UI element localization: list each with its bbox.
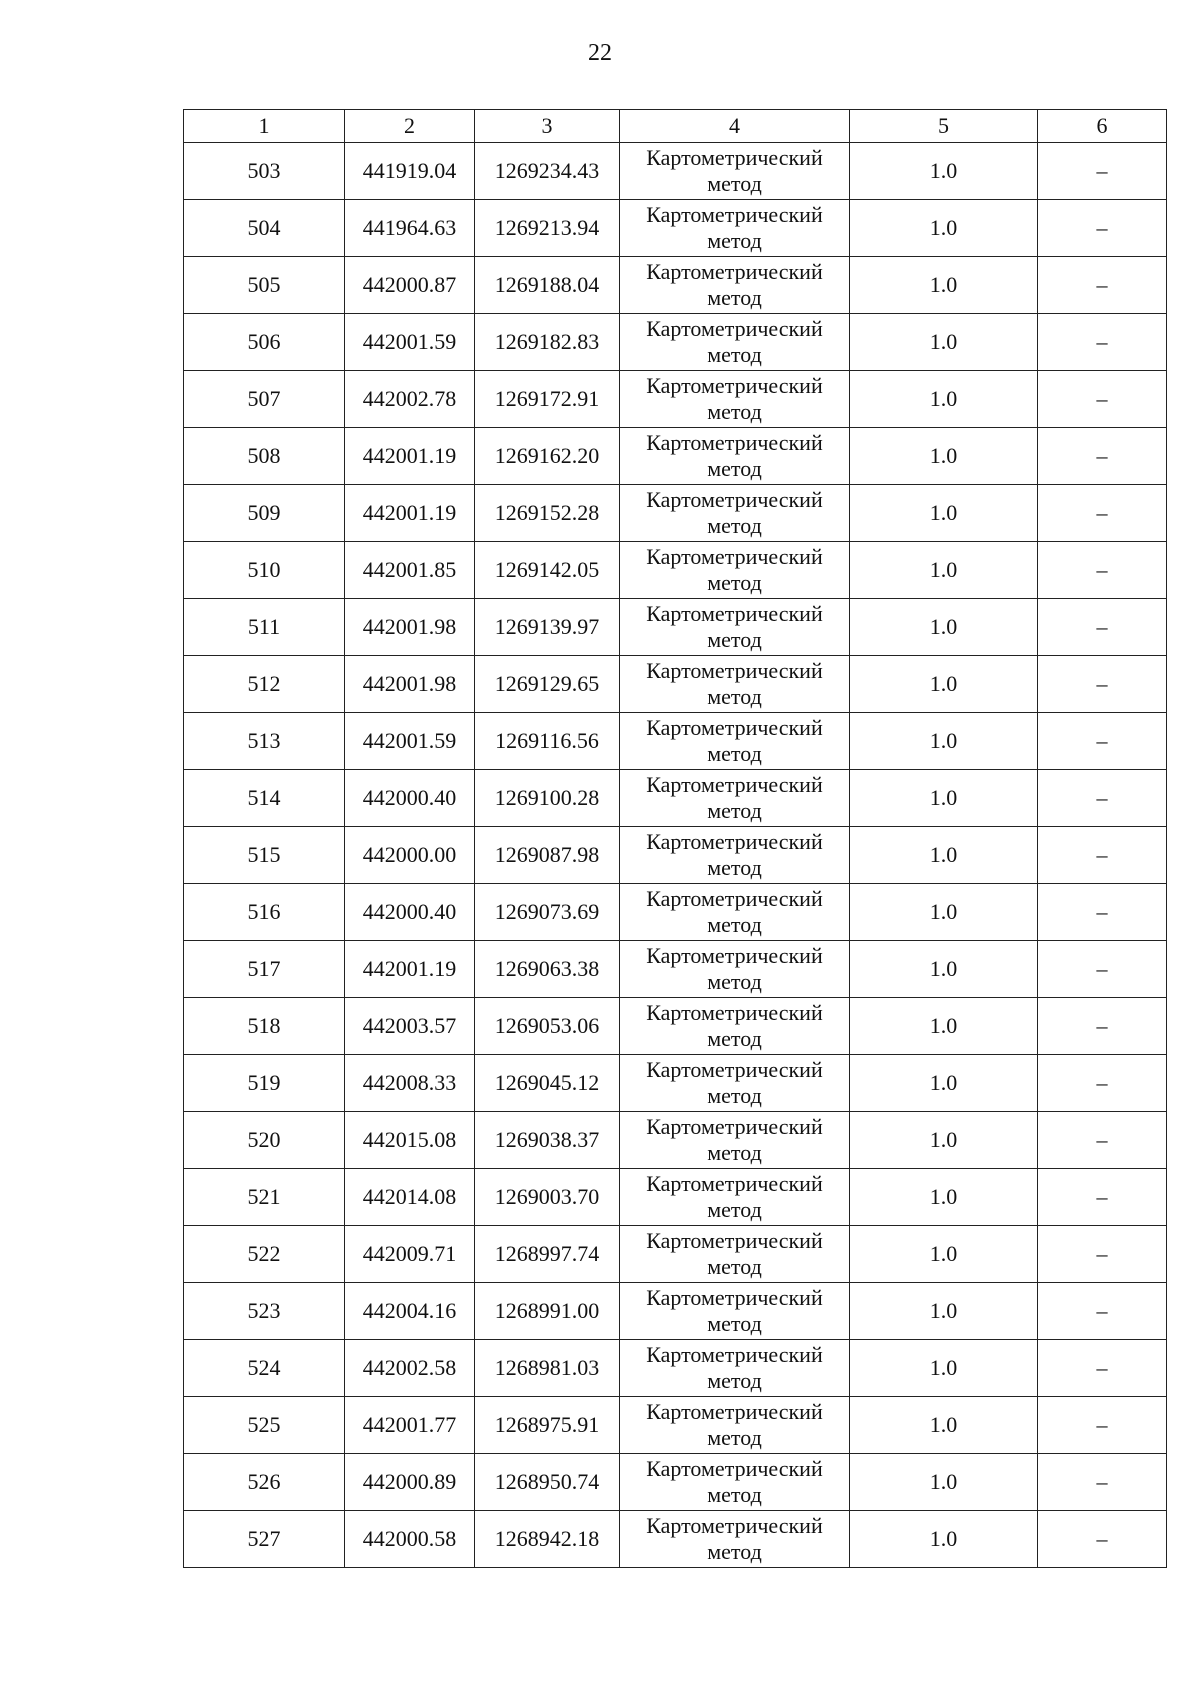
accuracy-cell: 1.0 <box>850 941 1038 998</box>
x-coordinate-cell: 442001.77 <box>345 1397 475 1454</box>
y-coordinate-cell: 1269139.97 <box>475 599 620 656</box>
table-row <box>184 1283 1167 1340</box>
table-row <box>184 428 1167 485</box>
note-cell: – <box>1038 770 1167 827</box>
method-cell <box>620 827 850 884</box>
x-coordinate-cell: 442002.58 <box>345 1340 475 1397</box>
note-cell: – <box>1038 1055 1167 1112</box>
point-number-cell: 517 <box>184 941 345 998</box>
x-coordinate-cell: 442001.19 <box>345 485 475 542</box>
note-cell: – <box>1038 713 1167 770</box>
point-number-cell: 527 <box>184 1511 345 1568</box>
column-header-6: 6 <box>1038 110 1167 143</box>
column-header-2: 2 <box>345 110 475 143</box>
y-coordinate-cell: 1269129.65 <box>475 656 620 713</box>
point-number-cell: 516 <box>184 884 345 941</box>
x-coordinate-cell: 442000.40 <box>345 884 475 941</box>
method-text: Картометрический метод <box>646 1342 823 1393</box>
x-coordinate-cell: 442000.00 <box>345 827 475 884</box>
point-number-cell: 511 <box>184 599 345 656</box>
accuracy-cell: 1.0 <box>850 1283 1038 1340</box>
method-cell <box>620 770 850 827</box>
x-coordinate-cell: 442003.57 <box>345 998 475 1055</box>
method-text: Картометрический метод <box>646 430 823 481</box>
method-cell <box>620 656 850 713</box>
x-coordinate-cell: 442000.89 <box>345 1454 475 1511</box>
table-row <box>184 314 1167 371</box>
note-cell: – <box>1038 599 1167 656</box>
method-text: Картометрический метод <box>646 1285 823 1336</box>
point-number-cell: 503 <box>184 143 345 200</box>
method-text: Картометрический метод <box>646 943 823 994</box>
table-header-row <box>184 110 1167 143</box>
x-coordinate-cell: 442000.58 <box>345 1511 475 1568</box>
table-row <box>184 1511 1167 1568</box>
method-text: Картометрический метод <box>646 1171 823 1222</box>
note-cell: – <box>1038 941 1167 998</box>
point-number-cell: 507 <box>184 371 345 428</box>
method-cell <box>620 428 850 485</box>
table-row <box>184 884 1167 941</box>
method-cell <box>620 1055 850 1112</box>
point-number-cell: 505 <box>184 257 345 314</box>
note-cell: – <box>1038 656 1167 713</box>
note-cell: – <box>1038 1169 1167 1226</box>
y-coordinate-cell: 1269045.12 <box>475 1055 620 1112</box>
x-coordinate-cell: 442000.87 <box>345 257 475 314</box>
x-coordinate-cell: 442004.16 <box>345 1283 475 1340</box>
accuracy-cell: 1.0 <box>850 656 1038 713</box>
column-header-3: 3 <box>475 110 620 143</box>
y-coordinate-cell: 1268981.03 <box>475 1340 620 1397</box>
note-cell: – <box>1038 1112 1167 1169</box>
note-cell: – <box>1038 200 1167 257</box>
table-row <box>184 485 1167 542</box>
method-cell <box>620 1397 850 1454</box>
coordinates-table <box>183 109 1167 1568</box>
y-coordinate-cell: 1269188.04 <box>475 257 620 314</box>
x-coordinate-cell: 442014.08 <box>345 1169 475 1226</box>
table-row <box>184 542 1167 599</box>
note-cell: – <box>1038 998 1167 1055</box>
note-cell: – <box>1038 371 1167 428</box>
note-cell: – <box>1038 428 1167 485</box>
column-header-5: 5 <box>850 110 1038 143</box>
page-number: 22 <box>588 40 612 66</box>
method-cell <box>620 1511 850 1568</box>
note-cell: – <box>1038 1226 1167 1283</box>
y-coordinate-cell: 1269162.20 <box>475 428 620 485</box>
table-row <box>184 998 1167 1055</box>
table-row <box>184 713 1167 770</box>
y-coordinate-cell: 1269087.98 <box>475 827 620 884</box>
y-coordinate-cell: 1269100.28 <box>475 770 620 827</box>
y-coordinate-cell: 1269038.37 <box>475 1112 620 1169</box>
note-cell: – <box>1038 143 1167 200</box>
method-text: Картометрический метод <box>646 601 823 652</box>
y-coordinate-cell: 1269142.05 <box>475 542 620 599</box>
y-coordinate-cell: 1268942.18 <box>475 1511 620 1568</box>
note-cell: – <box>1038 1340 1167 1397</box>
point-number-cell: 520 <box>184 1112 345 1169</box>
accuracy-cell: 1.0 <box>850 1226 1038 1283</box>
y-coordinate-cell: 1269116.56 <box>475 713 620 770</box>
accuracy-cell: 1.0 <box>850 428 1038 485</box>
x-coordinate-cell: 442000.40 <box>345 770 475 827</box>
method-text: Картометрический метод <box>646 487 823 538</box>
method-text: Картометрический метод <box>646 202 823 253</box>
x-coordinate-cell: 442001.98 <box>345 599 475 656</box>
y-coordinate-cell: 1269234.43 <box>475 143 620 200</box>
method-text: Картометрический метод <box>646 1513 823 1564</box>
method-cell <box>620 941 850 998</box>
point-number-cell: 515 <box>184 827 345 884</box>
accuracy-cell: 1.0 <box>850 1169 1038 1226</box>
y-coordinate-cell: 1268950.74 <box>475 1454 620 1511</box>
point-number-cell: 523 <box>184 1283 345 1340</box>
method-cell <box>620 371 850 428</box>
method-text: Картометрический метод <box>646 829 823 880</box>
column-header-1: 1 <box>184 110 345 143</box>
method-cell <box>620 884 850 941</box>
method-cell <box>620 143 850 200</box>
accuracy-cell: 1.0 <box>850 257 1038 314</box>
accuracy-cell: 1.0 <box>850 143 1038 200</box>
x-coordinate-cell: 442001.59 <box>345 314 475 371</box>
accuracy-cell: 1.0 <box>850 713 1038 770</box>
point-number-cell: 519 <box>184 1055 345 1112</box>
note-cell: – <box>1038 1283 1167 1340</box>
method-text: Картометрический метод <box>646 544 823 595</box>
table-row <box>184 371 1167 428</box>
note-cell: – <box>1038 542 1167 599</box>
accuracy-cell: 1.0 <box>850 200 1038 257</box>
y-coordinate-cell: 1269152.28 <box>475 485 620 542</box>
table-row <box>184 941 1167 998</box>
table-row <box>184 1340 1167 1397</box>
point-number-cell: 504 <box>184 200 345 257</box>
method-text: Картометрический метод <box>646 1057 823 1108</box>
method-cell <box>620 1283 850 1340</box>
accuracy-cell: 1.0 <box>850 542 1038 599</box>
method-text: Картометрический метод <box>646 373 823 424</box>
method-cell <box>620 314 850 371</box>
method-text: Картометрический метод <box>646 772 823 823</box>
method-cell <box>620 998 850 1055</box>
method-text: Картометрический метод <box>646 1228 823 1279</box>
table-row <box>184 1226 1167 1283</box>
accuracy-cell: 1.0 <box>850 314 1038 371</box>
note-cell: – <box>1038 1511 1167 1568</box>
note-cell: – <box>1038 827 1167 884</box>
accuracy-cell: 1.0 <box>850 371 1038 428</box>
point-number-cell: 522 <box>184 1226 345 1283</box>
accuracy-cell: 1.0 <box>850 1055 1038 1112</box>
method-cell <box>620 200 850 257</box>
x-coordinate-cell: 442015.08 <box>345 1112 475 1169</box>
x-coordinate-cell: 441919.04 <box>345 143 475 200</box>
accuracy-cell: 1.0 <box>850 1397 1038 1454</box>
table-row <box>184 656 1167 713</box>
method-text: Картометрический метод <box>646 1456 823 1507</box>
y-coordinate-cell: 1269003.70 <box>475 1169 620 1226</box>
note-cell: – <box>1038 1397 1167 1454</box>
note-cell: – <box>1038 884 1167 941</box>
accuracy-cell: 1.0 <box>850 485 1038 542</box>
method-cell <box>620 257 850 314</box>
method-cell <box>620 1454 850 1511</box>
method-text: Картометрический метод <box>646 1399 823 1450</box>
point-number-cell: 513 <box>184 713 345 770</box>
method-cell <box>620 542 850 599</box>
table-row <box>184 1055 1167 1112</box>
accuracy-cell: 1.0 <box>850 1340 1038 1397</box>
accuracy-cell: 1.0 <box>850 998 1038 1055</box>
method-cell <box>620 1169 850 1226</box>
method-text: Картометрический метод <box>646 1114 823 1165</box>
y-coordinate-cell: 1269063.38 <box>475 941 620 998</box>
table-row <box>184 1397 1167 1454</box>
y-coordinate-cell: 1268991.00 <box>475 1283 620 1340</box>
point-number-cell: 510 <box>184 542 345 599</box>
point-number-cell: 508 <box>184 428 345 485</box>
method-cell <box>620 1340 850 1397</box>
note-cell: – <box>1038 1454 1167 1511</box>
method-text: Картометрический метод <box>646 715 823 766</box>
method-text: Картометрический метод <box>646 1000 823 1051</box>
x-coordinate-cell: 442009.71 <box>345 1226 475 1283</box>
y-coordinate-cell: 1269182.83 <box>475 314 620 371</box>
accuracy-cell: 1.0 <box>850 884 1038 941</box>
y-coordinate-cell: 1269053.06 <box>475 998 620 1055</box>
x-coordinate-cell: 442001.19 <box>345 941 475 998</box>
method-text: Картометрический метод <box>646 886 823 937</box>
table-row <box>184 1454 1167 1511</box>
y-coordinate-cell: 1269073.69 <box>475 884 620 941</box>
table-row <box>184 1112 1167 1169</box>
x-coordinate-cell: 442008.33 <box>345 1055 475 1112</box>
table-row <box>184 143 1167 200</box>
method-cell <box>620 1226 850 1283</box>
table-row <box>184 200 1167 257</box>
y-coordinate-cell: 1268975.91 <box>475 1397 620 1454</box>
y-coordinate-cell: 1268997.74 <box>475 1226 620 1283</box>
method-cell <box>620 1112 850 1169</box>
y-coordinate-cell: 1269213.94 <box>475 200 620 257</box>
y-coordinate-cell: 1269172.91 <box>475 371 620 428</box>
table-row <box>184 770 1167 827</box>
point-number-cell: 509 <box>184 485 345 542</box>
method-text: Картометрический метод <box>646 316 823 367</box>
method-cell <box>620 599 850 656</box>
accuracy-cell: 1.0 <box>850 1112 1038 1169</box>
table-row <box>184 827 1167 884</box>
table-body <box>184 143 1167 1568</box>
x-coordinate-cell: 442001.98 <box>345 656 475 713</box>
x-coordinate-cell: 441964.63 <box>345 200 475 257</box>
table-row <box>184 257 1167 314</box>
method-text: Картометрический метод <box>646 145 823 196</box>
method-text: Картометрический метод <box>646 658 823 709</box>
note-cell: – <box>1038 257 1167 314</box>
table-row <box>184 599 1167 656</box>
x-coordinate-cell: 442001.59 <box>345 713 475 770</box>
point-number-cell: 526 <box>184 1454 345 1511</box>
point-number-cell: 518 <box>184 998 345 1055</box>
accuracy-cell: 1.0 <box>850 770 1038 827</box>
accuracy-cell: 1.0 <box>850 827 1038 884</box>
method-cell <box>620 485 850 542</box>
x-coordinate-cell: 442001.19 <box>345 428 475 485</box>
x-coordinate-cell: 442001.85 <box>345 542 475 599</box>
point-number-cell: 525 <box>184 1397 345 1454</box>
accuracy-cell: 1.0 <box>850 1511 1038 1568</box>
note-cell: – <box>1038 314 1167 371</box>
accuracy-cell: 1.0 <box>850 599 1038 656</box>
method-cell <box>620 713 850 770</box>
accuracy-cell: 1.0 <box>850 1454 1038 1511</box>
point-number-cell: 506 <box>184 314 345 371</box>
point-number-cell: 521 <box>184 1169 345 1226</box>
point-number-cell: 512 <box>184 656 345 713</box>
x-coordinate-cell: 442002.78 <box>345 371 475 428</box>
point-number-cell: 514 <box>184 770 345 827</box>
note-cell: – <box>1038 485 1167 542</box>
method-text: Картометрический метод <box>646 259 823 310</box>
column-header-4: 4 <box>620 110 850 143</box>
table-row <box>184 1169 1167 1226</box>
point-number-cell: 524 <box>184 1340 345 1397</box>
